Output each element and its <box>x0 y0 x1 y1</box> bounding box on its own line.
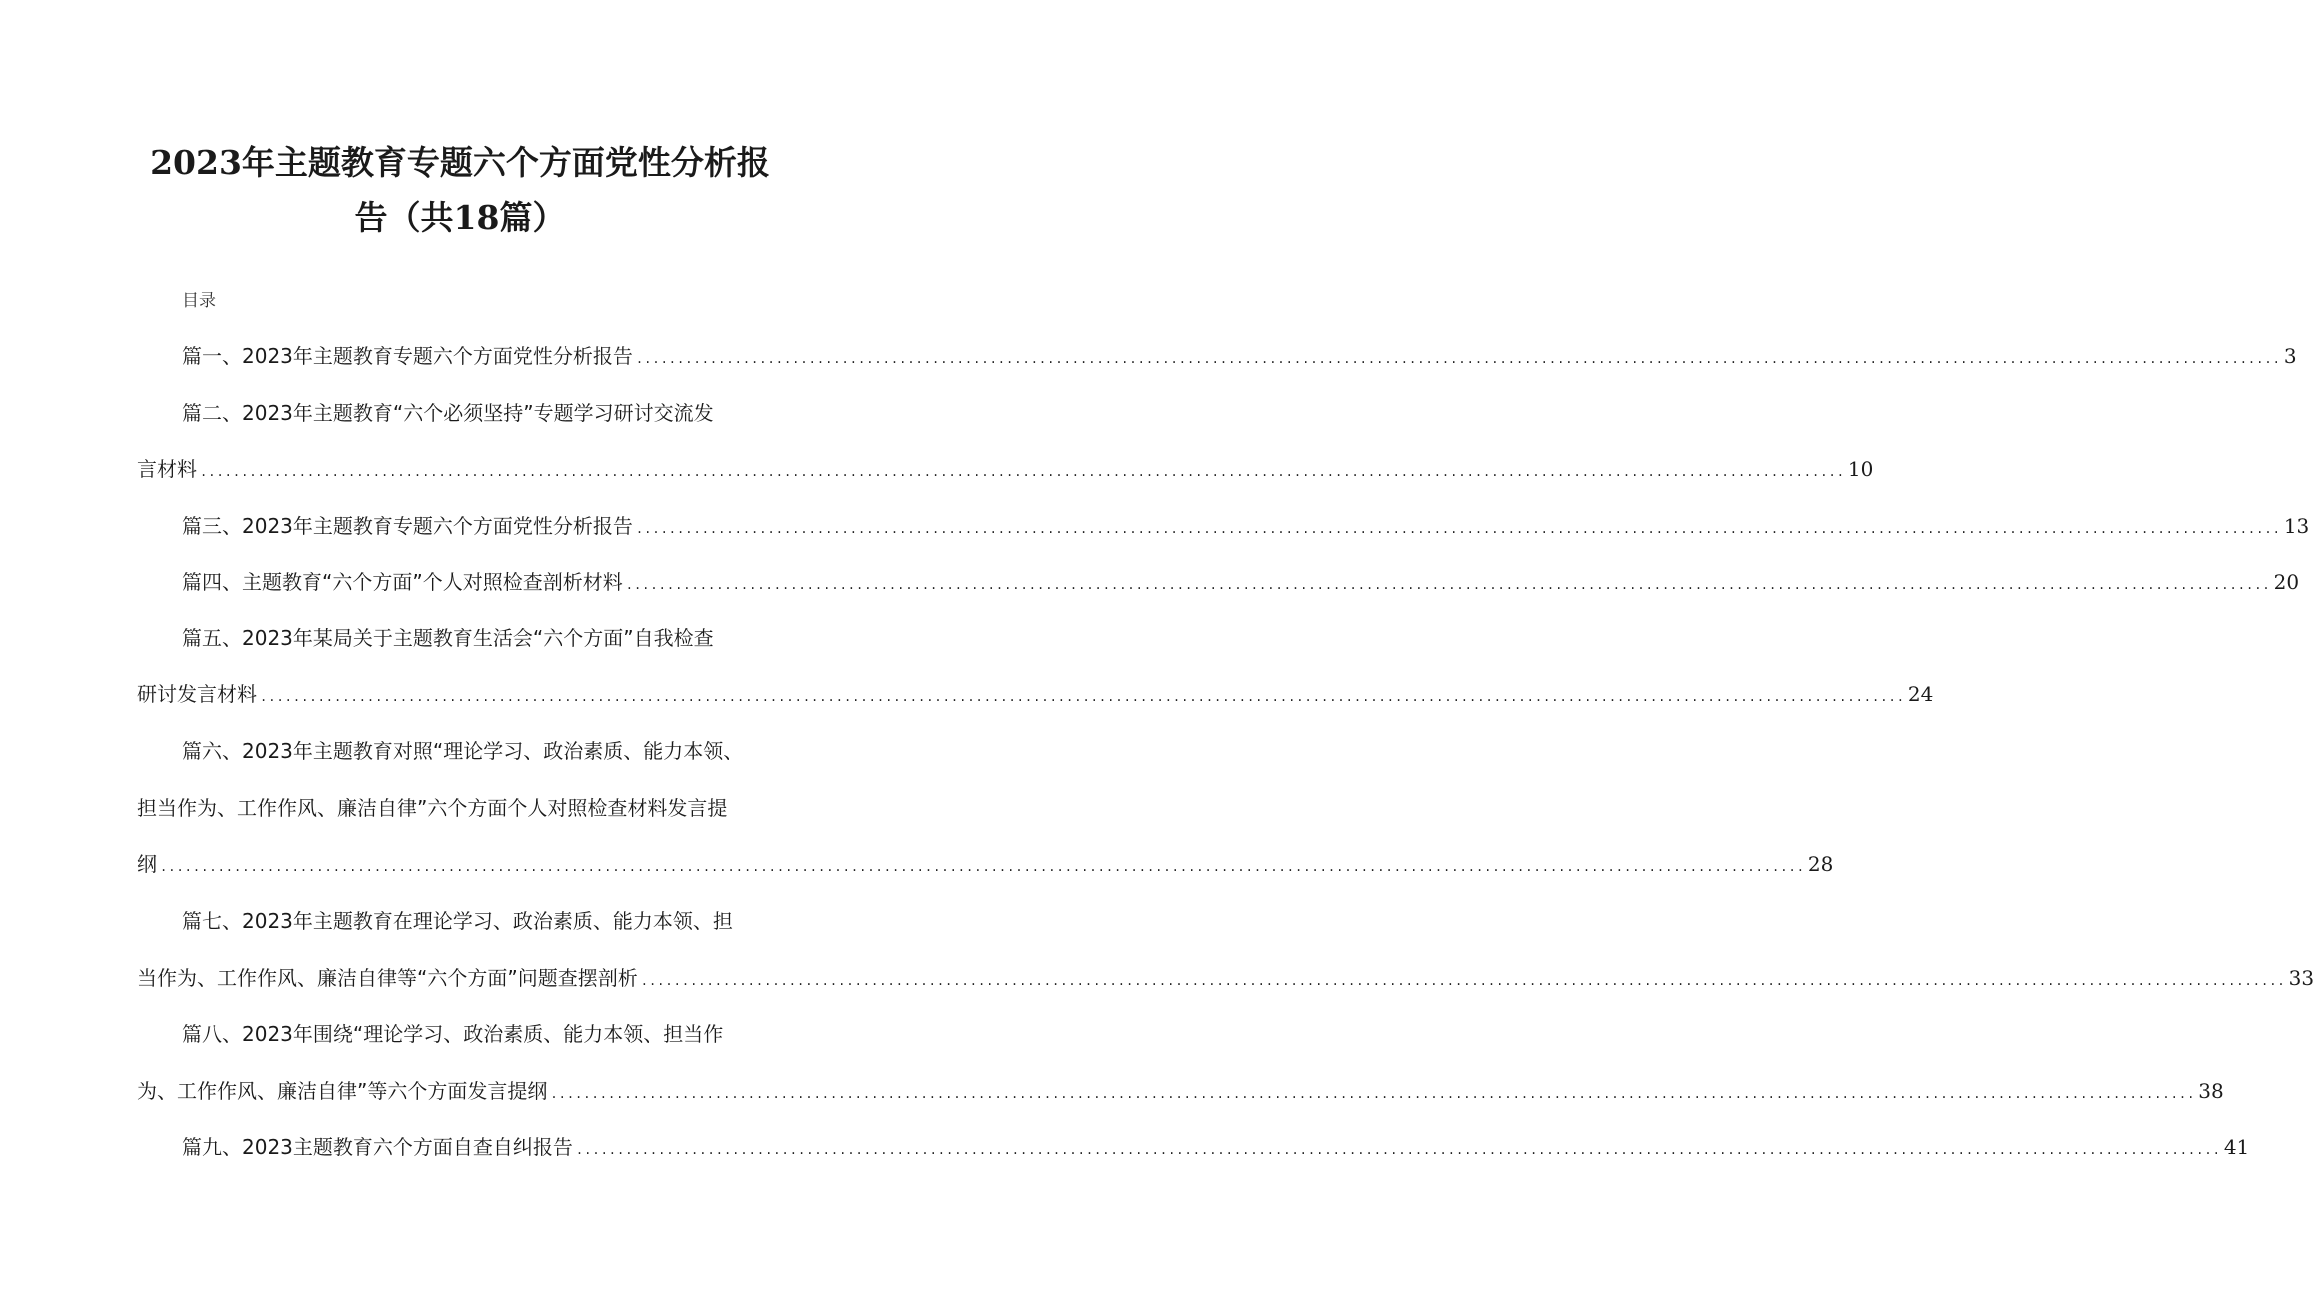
document-title-line-2: 告（共18篇） <box>354 198 566 237</box>
toc-entry-text: 篇九、2023主题教育六个方面自查自纠报告 <box>182 1135 573 1159</box>
toc-entry-2-line-2[interactable] <box>137 456 1874 485</box>
document-title-line-1: 2023年主题教育专题六个方面党性分析报 <box>150 143 770 182</box>
toc-entry-text: 纲 <box>137 852 157 876</box>
toc-entry-text: 篇三、2023年主题教育专题六个方面党性分析报告 <box>182 514 633 538</box>
toc-entry-8-line-1: 篇八、2023年围绕“理论学习、政治素质、能力本领、担当作 <box>182 1022 724 1046</box>
toc-entry-7-line-2[interactable] <box>137 965 2314 994</box>
toc-entry-text: 篇四、主题教育“六个方面”个人对照检查剖析材料 <box>182 570 623 594</box>
toc-page-number: 28 <box>1807 852 1834 876</box>
toc-entry-6-line-2: 担当作为、工作作风、廉洁自律”六个方面个人对照检查材料发言提 <box>137 796 728 820</box>
toc-page-number: 3 <box>2283 344 2297 368</box>
toc-entry-8-line-2[interactable] <box>137 1078 2224 1107</box>
toc-entry-text: 为、工作作风、廉洁自律”等六个方面发言提纲 <box>137 1079 548 1103</box>
toc-entry-text: 当作为、工作作风、廉洁自律等“六个方面”问题查摆剖析 <box>137 966 638 990</box>
toc-dot-leader: ........................................................................................................................................................................................................ <box>550 1087 2196 1101</box>
toc-entry-4-line-1[interactable] <box>182 569 2300 598</box>
toc-dot-leader: ........................................................................................................................................................................................................ <box>200 465 1845 479</box>
toc-entry-5-line-2[interactable] <box>137 681 1934 710</box>
toc-entry-6-line-3[interactable] <box>137 851 1834 880</box>
toc-entry-5-line-1: 篇五、2023年某局关于主题教育生活会“六个方面”自我检查 <box>182 626 714 650</box>
toc-entry-7-line-1: 篇七、2023年主题教育在理论学习、政治素质、能力本领、担 <box>182 909 733 933</box>
toc-entry-text: 研讨发言材料 <box>137 682 257 706</box>
toc-dot-leader: ........................................................................................................................................................................................................ <box>160 860 1805 874</box>
toc-entry-6-line-1: 篇六、2023年主题教育对照“理论学习、政治素质、能力本领、 <box>182 739 744 763</box>
toc-entry-text: 言材料 <box>137 457 197 481</box>
toc-page-number: 33 <box>2288 966 2314 990</box>
toc-heading: 目录 <box>182 291 216 311</box>
toc-page-number: 20 <box>2273 570 2300 594</box>
toc-entry-2-line-1: 篇二、2023年主题教育“六个必须坚持”专题学习研讨交流发 <box>182 401 714 425</box>
toc-entry-3-line-1[interactable] <box>182 513 2310 542</box>
toc-page-number: 24 <box>1907 682 1934 706</box>
toc-page-number: 10 <box>1847 457 1874 481</box>
toc-dot-leader: ........................................................................................................................................................................................................ <box>260 690 1905 704</box>
toc-page-number: 38 <box>2198 1079 2224 1103</box>
toc-page-number: 41 <box>2223 1135 2250 1159</box>
toc-dot-leader: ........................................................................................................................................................................................................ <box>635 352 2281 366</box>
toc-entry-9-line-1[interactable] <box>182 1134 2250 1163</box>
toc-entry-1-line-1[interactable] <box>182 343 2297 372</box>
toc-page-number: 13 <box>2283 514 2310 538</box>
toc-dot-leader: ........................................................................................................................................................................................................ <box>640 974 2286 988</box>
toc-entry-text: 篇一、2023年主题教育专题六个方面党性分析报告 <box>182 344 633 368</box>
toc-dot-leader: ........................................................................................................................................................................................................ <box>575 1143 2221 1157</box>
toc-dot-leader: ........................................................................................................................................................................................................ <box>625 578 2271 592</box>
toc-dot-leader: ........................................................................................................................................................................................................ <box>635 522 2281 536</box>
